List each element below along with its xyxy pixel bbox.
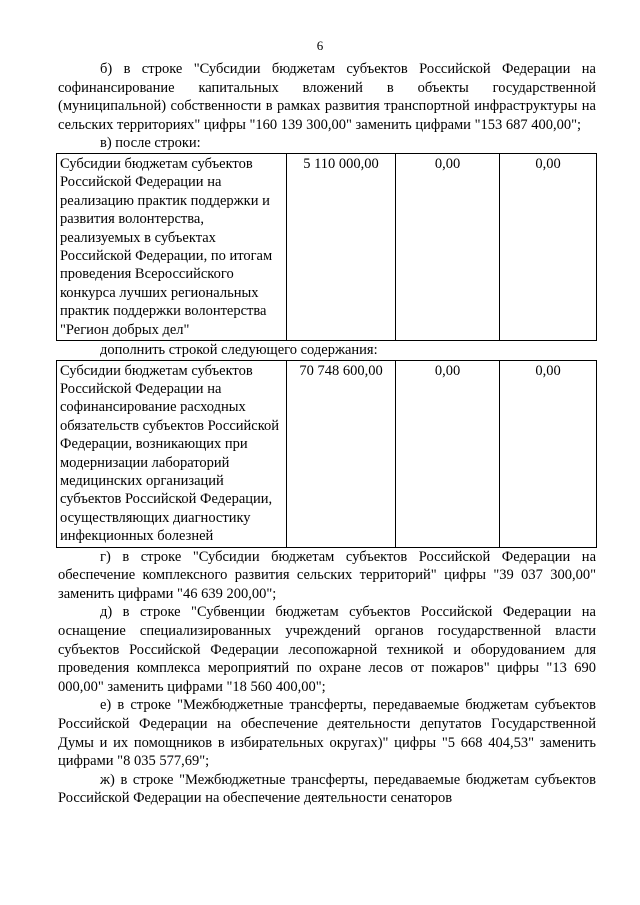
table-cell-value-3: 0,00: [500, 153, 597, 340]
paragraph-g: г) в строке "Субсидии бюджетам субъектов Российской Федерации на обеспечение комплексного развития сельских территорий" цифры "39 037 300,00" заменить цифрами "46 639 200,00";: [58, 548, 596, 602]
paragraph-d: д) в строке "Субвенции бюджетам субъектов Российской Федерации на оснащение специализированных учреждений органов государственной власти субъектов Российской Федерации лесопожарной техникой и оборудованием для проведения комплекса мероприятий по охране лесов от пожаров" цифры "13 690 000,00" заменить цифрами "18 560 400,00";: [58, 604, 596, 695]
table-cell-value-2: 0,00: [396, 360, 500, 547]
paragraph-v: в) после строки:: [100, 135, 201, 152]
table-cell-value-3: 0,00: [500, 360, 597, 547]
table-new-row: [56, 360, 597, 548]
table-existing-row: [56, 153, 597, 341]
document-body: [58, 60, 596, 808]
table-cell-value-1: 5 110 000,00: [287, 153, 396, 340]
table-cell-name: Субсидии бюджетам субъектов Российской Федерации на реализацию практик поддержки и развития волонтерства, реализуемых в субъектах Российской Федерации, по итогам проведения Всероссийского конкурса лучших региональных практик поддержки волонтерства "Регион добрых дел": [57, 153, 287, 340]
table-cell-value-2: 0,00: [396, 153, 500, 340]
paragraph-e: е) в строке "Межбюджетные трансферты, передаваемые бюджетам субъектов Российской Федерации на обеспечение деятельности депутатов Государственной Думы и их помощников в избирательных округах)" цифры "5 668 404,53" заменить цифрами "8 035 577,69";: [58, 697, 596, 770]
add-row-instruction: дополнить строкой следующего содержания:: [100, 342, 378, 359]
paragraph-b: б) в строке "Субсидии бюджетам субъектов Российской Федерации на софинансирование капитальных вложений в объекты государственной (муниципальной) собственности в рамках развития транспортной инфраструктуры на сельских территориях" цифры "160 139 300,00" заменить цифрами "153 687 400,00";: [58, 61, 596, 133]
table-row: [57, 360, 597, 547]
table-row: [57, 153, 597, 340]
paragraph-zh: ж) в строке "Межбюджетные трансферты, передаваемые бюджетам субъектов Российской Федерации на обеспечение деятельности сенаторов: [58, 771, 596, 807]
table-cell-name: Субсидии бюджетам субъектов Российской Федерации на софинансирование расходных обязательств субъектов Российской Федерации, возникающих при модернизации лабораторий медицинских организаций субъектов Российской Федерации, осуществляющих диагностику инфекционных болезней: [57, 360, 287, 547]
page-number: 6: [316, 38, 324, 53]
table-cell-value-1: 70 748 600,00: [287, 360, 396, 547]
